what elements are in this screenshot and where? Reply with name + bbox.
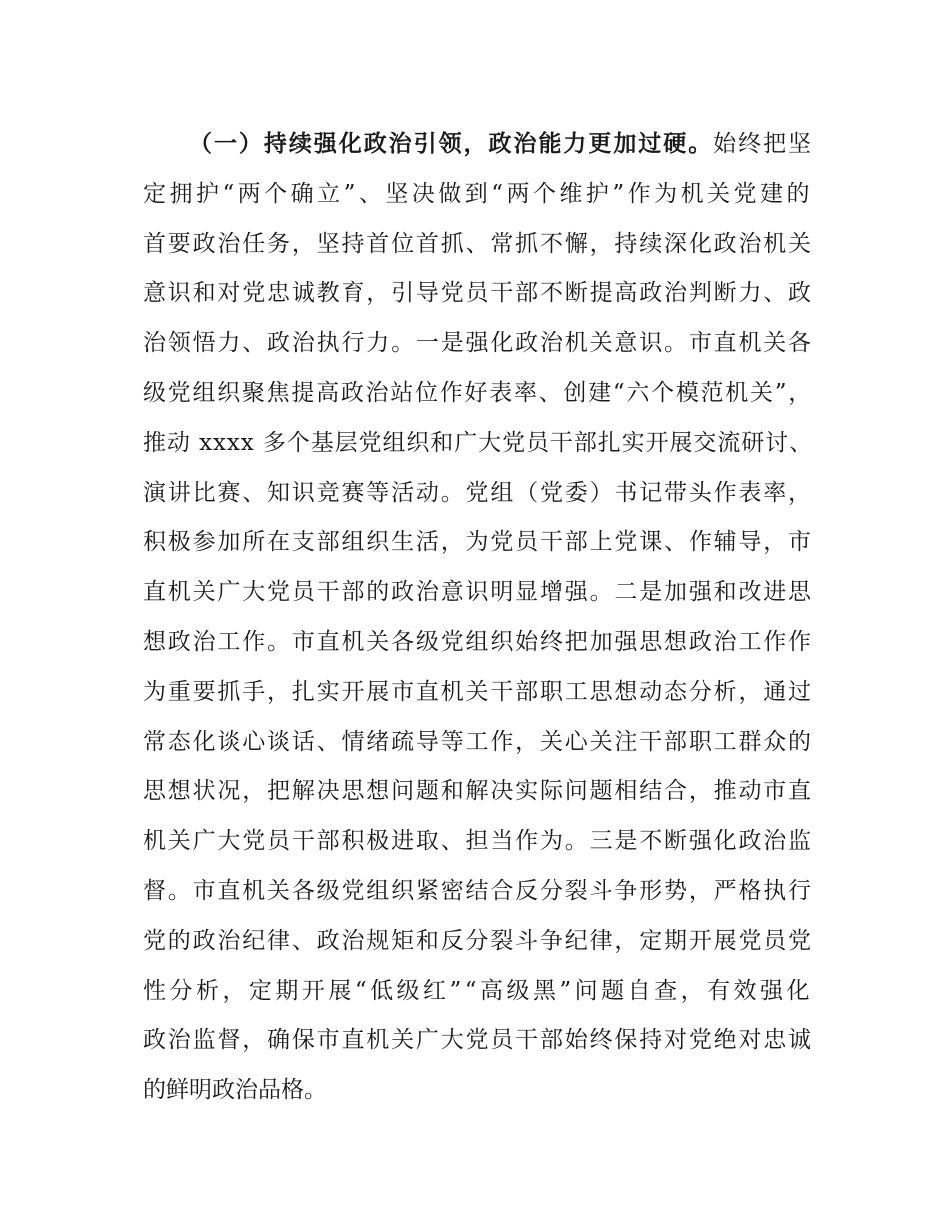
paragraph-line — [143, 972, 813, 1022]
line-text: 积极参加所在支部组织生活，为党员干部上党课、作辅导，市 — [143, 529, 813, 556]
paragraph-line — [143, 673, 813, 723]
paragraph-line — [143, 922, 813, 972]
line-text: 督。市直机关各级党组织紧密结合反分裂斗争形势，严格执行 — [143, 877, 813, 904]
section-heading: （一）持续强化政治引领，政治能力更加过硬。 — [189, 131, 714, 157]
line-text: 演讲比赛、知识竞赛等活动。党组（党委）书记带头作表率， — [143, 479, 813, 506]
paragraph-line — [143, 723, 813, 773]
paragraph-line — [143, 374, 813, 424]
line-text: 思想状况，把解决思想问题和解决实际问题相结合，推动市直 — [143, 778, 813, 805]
line-text: 性分析，定期开展“低级红”“高级黑”问题自查，有效强化 — [143, 977, 813, 1004]
paragraph-line — [143, 772, 813, 822]
paragraph-line — [143, 573, 813, 623]
line-text: 常态化谈心谈话、情绪疏导等工作，关心关注干部职工群众的 — [143, 728, 813, 755]
line-text: 想政治工作。市直机关各级党组织始终把加强思想政治工作作 — [143, 628, 813, 655]
paragraph-line — [143, 125, 813, 175]
paragraph-line — [143, 274, 813, 324]
paragraph-line — [143, 872, 813, 922]
paragraph-line — [143, 1021, 813, 1071]
paragraph-line — [143, 424, 813, 474]
body-paragraph — [143, 125, 813, 1121]
line-text: 党的政治纪律、政治规矩和反分裂斗争纪律，定期开展党员党 — [143, 927, 813, 954]
line-text: 首要政治任务，坚持首位首抓、常抓不懈，持续深化政治机关 — [143, 230, 813, 257]
line-text: 定拥护“两个确立”、坚决做到“两个维护”作为机关党建的 — [143, 180, 813, 207]
paragraph-line — [143, 1071, 813, 1121]
line-text: 的鲜明政治品格。 — [143, 1077, 327, 1104]
line-text: 级党组织聚焦提高政治站位作好表率、创建“六个模范机关”， — [143, 379, 813, 406]
paragraph-line — [143, 324, 813, 374]
line-text: 为重要抓手，扎实开展市直机关干部职工思想动态分析，通过 — [143, 678, 813, 705]
paragraph-line — [143, 225, 813, 275]
line-text: 机关广大党员干部积极进取、担当作为。三是不断强化政治监 — [143, 828, 813, 855]
paragraph-line — [143, 474, 813, 524]
paragraph-line — [143, 822, 813, 872]
paragraph-line — [143, 523, 813, 573]
line-text: 推动 xxxx 多个基层党组织和广大党员干部扎实开展交流研讨、 — [143, 429, 814, 456]
paragraph-line — [143, 623, 813, 673]
line-text: 意识和对党忠诚教育，引导党员干部不断提高政治判断力、政 — [143, 280, 813, 307]
paragraph-line — [143, 175, 813, 225]
line-text: 直机关广大党员干部的政治意识明显增强。二是加强和改进思 — [143, 579, 813, 606]
line-text: 始终把坚 — [713, 131, 814, 157]
line-text: 政治监督，确保市直机关广大党员干部始终保持对党绝对忠诚 — [143, 1027, 813, 1054]
line-text: 治领悟力、政治执行力。一是强化政治机关意识。市直机关各 — [143, 330, 813, 357]
